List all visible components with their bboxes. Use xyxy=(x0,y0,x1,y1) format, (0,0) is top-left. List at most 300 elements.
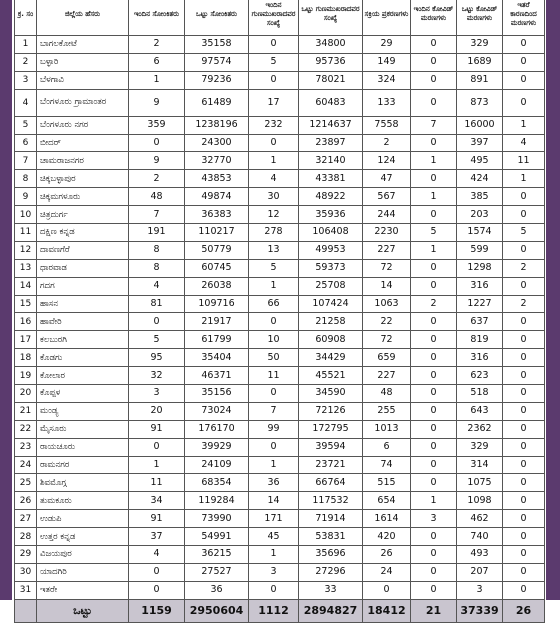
cell-total-recovered: 45521 xyxy=(299,367,363,385)
table-row xyxy=(15,331,545,349)
cell-district: ರಾಯಚೂರು xyxy=(37,438,129,456)
cell-today-deaths: 0 xyxy=(411,581,457,599)
cell-total-recovered: 27296 xyxy=(299,563,363,581)
header-district: ಜಿಲ್ಲೆಯ ಹೆಸರು xyxy=(37,0,129,36)
cell-active: 7558 xyxy=(363,116,411,134)
table-row xyxy=(15,528,545,546)
cell-today-cases: 20 xyxy=(129,402,185,420)
cell-today-cases: 6 xyxy=(129,53,185,71)
cell-today-recovered: 1 xyxy=(249,152,299,170)
cell-today-deaths: 0 xyxy=(411,528,457,546)
header-other-deaths: ಇತರೆ ಕಾರಣದಿಂದ ಮರಣಗಳು xyxy=(503,0,545,36)
cell-today-deaths: 0 xyxy=(411,71,457,89)
cell-today-cases: 9 xyxy=(129,152,185,170)
cell-total-cases: 21917 xyxy=(185,313,249,331)
cell-other-deaths: 0 xyxy=(503,89,545,116)
header-active-cases: ಸಕ್ರಿಯ ಪ್ರಕರಣಗಳು xyxy=(363,0,411,36)
cell-active: 227 xyxy=(363,367,411,385)
header-today-deaths: ಇಂದಿನ ಕೋವಿಡ್ ಮರಣಗಳು xyxy=(411,0,457,36)
cell-total-deaths: 495 xyxy=(457,152,503,170)
cell-today-recovered: 232 xyxy=(249,116,299,134)
cell-total-recovered: 107424 xyxy=(299,295,363,313)
cell-today-deaths: 1 xyxy=(411,241,457,259)
cell-today-deaths: 0 xyxy=(411,546,457,564)
cell-serial: 17 xyxy=(15,331,37,349)
cell-other-deaths: 0 xyxy=(503,402,545,420)
table-row xyxy=(15,53,545,71)
cell-today-recovered: 3 xyxy=(249,563,299,581)
cell-total-cases: 24300 xyxy=(185,134,249,152)
cell-today-cases: 1 xyxy=(129,71,185,89)
cell-total-recovered: 1214637 xyxy=(299,116,363,134)
cell-other-deaths: 0 xyxy=(503,563,545,581)
cell-today-cases: 0 xyxy=(129,563,185,581)
cell-serial: 29 xyxy=(15,546,37,564)
cell-today-deaths: 0 xyxy=(411,89,457,116)
cell-serial: 5 xyxy=(15,116,37,134)
cell-today-cases: 4 xyxy=(129,277,185,295)
cell-other-deaths: 0 xyxy=(503,510,545,528)
cell-today-recovered: 10 xyxy=(249,331,299,349)
cell-total-recovered: 48922 xyxy=(299,188,363,206)
cell-serial: 11 xyxy=(15,224,37,242)
cell-district: ಕೊಪ್ಪಳ xyxy=(37,385,129,403)
cell-total-deaths: 873 xyxy=(457,89,503,116)
cell-today-recovered: 99 xyxy=(249,420,299,438)
cell-today-recovered: 1 xyxy=(249,456,299,474)
cell-total-recovered: 66764 xyxy=(299,474,363,492)
header-today-cases: ಇಂದಿನ ಸೋಂಕಿತರು xyxy=(129,0,185,36)
cell-today-recovered: 1 xyxy=(249,277,299,295)
cell-today-cases: 2 xyxy=(129,36,185,54)
cell-total-deaths: 1075 xyxy=(457,474,503,492)
cell-active: 47 xyxy=(363,170,411,188)
cell-active: 72 xyxy=(363,331,411,349)
total-cases: 2950604 xyxy=(185,599,249,622)
cell-today-deaths: 0 xyxy=(411,259,457,277)
header-today-recovered: ಇಂದಿನ ಗುಣಮುಖರಾದವರ ಸಂಖ್ಯೆ xyxy=(249,0,299,36)
cell-total-cases: 61489 xyxy=(185,89,249,116)
table-row xyxy=(15,510,545,528)
table-row xyxy=(15,224,545,242)
cell-total-recovered: 25708 xyxy=(299,277,363,295)
cell-district: ಬೀದರ್ xyxy=(37,134,129,152)
cell-district: ಧಾರವಾಡ xyxy=(37,259,129,277)
total-today-cases: 1159 xyxy=(129,599,185,622)
cell-active: 227 xyxy=(363,241,411,259)
cell-serial: 3 xyxy=(15,71,37,89)
cell-serial: 14 xyxy=(15,277,37,295)
cell-total-cases: 97574 xyxy=(185,53,249,71)
cell-other-deaths: 0 xyxy=(503,331,545,349)
cell-other-deaths: 0 xyxy=(503,313,545,331)
total-today-deaths: 21 xyxy=(411,599,457,622)
cell-district: ಬಳ್ಳಾರಿ xyxy=(37,53,129,71)
left-border xyxy=(0,0,12,600)
cell-total-deaths: 1298 xyxy=(457,259,503,277)
cell-other-deaths: 0 xyxy=(503,492,545,510)
cell-today-deaths: 0 xyxy=(411,474,457,492)
cell-active: 2230 xyxy=(363,224,411,242)
cell-total-recovered: 117532 xyxy=(299,492,363,510)
cell-total-cases: 73990 xyxy=(185,510,249,528)
cell-total-deaths: 424 xyxy=(457,170,503,188)
cell-district: ಇತರೇ xyxy=(37,581,129,599)
cell-serial: 25 xyxy=(15,474,37,492)
cell-other-deaths: 0 xyxy=(503,474,545,492)
cell-total-cases: 32770 xyxy=(185,152,249,170)
header-total-recovered: ಒಟ್ಟು ಗುಣಮುಖರಾದವರ ಸಂಖ್ಯೆ xyxy=(299,0,363,36)
cell-total-cases: 36383 xyxy=(185,206,249,224)
cell-active: 26 xyxy=(363,546,411,564)
cell-total-deaths: 819 xyxy=(457,331,503,349)
cell-today-deaths: 0 xyxy=(411,385,457,403)
cell-total-deaths: 740 xyxy=(457,528,503,546)
cell-district: ಚಿತ್ರದುರ್ಗ xyxy=(37,206,129,224)
cell-total-cases: 68354 xyxy=(185,474,249,492)
cell-today-recovered: 14 xyxy=(249,492,299,510)
cell-total-cases: 176170 xyxy=(185,420,249,438)
cell-district: ಮಂಡ್ಯ xyxy=(37,402,129,420)
cell-total-cases: 60745 xyxy=(185,259,249,277)
cell-serial: 8 xyxy=(15,170,37,188)
cell-total-cases: 35404 xyxy=(185,349,249,367)
cell-district: ವಿಜಯಪುರ xyxy=(37,546,129,564)
cell-total-deaths: 1689 xyxy=(457,53,503,71)
cell-total-cases: 24109 xyxy=(185,456,249,474)
cell-total-deaths: 518 xyxy=(457,385,503,403)
cell-total-deaths: 385 xyxy=(457,188,503,206)
total-recovered: 2894827 xyxy=(299,599,363,622)
cell-other-deaths: 0 xyxy=(503,367,545,385)
cell-total-deaths: 16000 xyxy=(457,116,503,134)
cell-active: 72 xyxy=(363,259,411,277)
table-row xyxy=(15,71,545,89)
cell-today-cases: 3 xyxy=(129,385,185,403)
table-row xyxy=(15,456,545,474)
cell-other-deaths: 5 xyxy=(503,224,545,242)
cell-today-cases: 81 xyxy=(129,295,185,313)
cell-active: 567 xyxy=(363,188,411,206)
cell-serial: 16 xyxy=(15,313,37,331)
cell-today-recovered: 0 xyxy=(249,385,299,403)
cell-total-deaths: 637 xyxy=(457,313,503,331)
cell-other-deaths: 0 xyxy=(503,456,545,474)
cell-today-deaths: 0 xyxy=(411,456,457,474)
cell-today-cases: 8 xyxy=(129,259,185,277)
cell-other-deaths: 4 xyxy=(503,134,545,152)
cell-total-recovered: 49953 xyxy=(299,241,363,259)
cell-total-cases: 1238196 xyxy=(185,116,249,134)
table-row xyxy=(15,36,545,54)
cell-today-cases: 359 xyxy=(129,116,185,134)
cell-today-recovered: 0 xyxy=(249,71,299,89)
cell-serial: 7 xyxy=(15,152,37,170)
cell-district: ದಾವಣಗೆರೆ xyxy=(37,241,129,259)
cell-other-deaths: 0 xyxy=(503,36,545,54)
cell-today-recovered: 171 xyxy=(249,510,299,528)
cell-today-deaths: 1 xyxy=(411,152,457,170)
table-row xyxy=(15,170,545,188)
cell-today-cases: 0 xyxy=(129,581,185,599)
cell-other-deaths: 0 xyxy=(503,206,545,224)
cell-active: 1063 xyxy=(363,295,411,313)
cell-total-recovered: 106408 xyxy=(299,224,363,242)
cell-active: 0 xyxy=(363,581,411,599)
cell-total-cases: 73024 xyxy=(185,402,249,420)
cell-today-cases: 0 xyxy=(129,313,185,331)
cell-total-recovered: 32140 xyxy=(299,152,363,170)
cell-total-cases: 35158 xyxy=(185,36,249,54)
cell-today-deaths: 0 xyxy=(411,438,457,456)
cell-today-cases: 0 xyxy=(129,438,185,456)
cell-other-deaths: 0 xyxy=(503,53,545,71)
cell-today-recovered: 0 xyxy=(249,134,299,152)
table-row xyxy=(15,402,545,420)
cell-today-deaths: 0 xyxy=(411,331,457,349)
cell-total-recovered: 21258 xyxy=(299,313,363,331)
cell-today-recovered: 0 xyxy=(249,581,299,599)
cell-active: 74 xyxy=(363,456,411,474)
cell-total-recovered: 53831 xyxy=(299,528,363,546)
cell-district: ಬೆಳಗಾವಿ xyxy=(37,71,129,89)
cell-today-cases: 32 xyxy=(129,367,185,385)
table-row xyxy=(15,563,545,581)
cell-total-deaths: 623 xyxy=(457,367,503,385)
cell-active: 14 xyxy=(363,277,411,295)
cell-serial: 1 xyxy=(15,36,37,54)
cell-other-deaths: 0 xyxy=(503,241,545,259)
cell-total-deaths: 3 xyxy=(457,581,503,599)
cell-today-deaths: 0 xyxy=(411,367,457,385)
cell-other-deaths: 2 xyxy=(503,259,545,277)
cell-total-recovered: 60908 xyxy=(299,331,363,349)
cell-today-recovered: 4 xyxy=(249,170,299,188)
cell-active: 124 xyxy=(363,152,411,170)
cell-today-deaths: 2 xyxy=(411,295,457,313)
cell-total-cases: 26038 xyxy=(185,277,249,295)
table-row xyxy=(15,349,545,367)
cell-active: 22 xyxy=(363,313,411,331)
cell-district: ಬಾಗಲಕೋಟೆ xyxy=(37,36,129,54)
cell-today-recovered: 0 xyxy=(249,438,299,456)
cell-active: 1013 xyxy=(363,420,411,438)
cell-total-deaths: 1227 xyxy=(457,295,503,313)
cell-today-cases: 9 xyxy=(129,89,185,116)
table-row xyxy=(15,89,545,116)
cell-serial: 15 xyxy=(15,295,37,313)
cell-total-recovered: 95736 xyxy=(299,53,363,71)
cell-active: 659 xyxy=(363,349,411,367)
cell-total-deaths: 203 xyxy=(457,206,503,224)
cell-total-recovered: 23897 xyxy=(299,134,363,152)
cell-other-deaths: 0 xyxy=(503,188,545,206)
cell-total-recovered: 60483 xyxy=(299,89,363,116)
cell-total-deaths: 1098 xyxy=(457,492,503,510)
cell-serial: 13 xyxy=(15,259,37,277)
cell-today-recovered: 30 xyxy=(249,188,299,206)
total-today-recovered: 1112 xyxy=(249,599,299,622)
cell-total-deaths: 1574 xyxy=(457,224,503,242)
total-active: 18412 xyxy=(363,599,411,622)
cell-total-cases: 54991 xyxy=(185,528,249,546)
cell-serial: 20 xyxy=(15,385,37,403)
cell-district: ಗದಗ xyxy=(37,277,129,295)
district-covid-table xyxy=(14,0,545,623)
total-row xyxy=(15,599,545,622)
cell-other-deaths: 2 xyxy=(503,295,545,313)
cell-district: ಹಾಸನ xyxy=(37,295,129,313)
cell-total-cases: 27527 xyxy=(185,563,249,581)
cell-serial: 24 xyxy=(15,456,37,474)
cell-other-deaths: 0 xyxy=(503,420,545,438)
cell-active: 420 xyxy=(363,528,411,546)
header-row xyxy=(15,0,545,36)
cell-total-cases: 49874 xyxy=(185,188,249,206)
table-row xyxy=(15,492,545,510)
cell-today-cases: 37 xyxy=(129,528,185,546)
cell-active: 654 xyxy=(363,492,411,510)
cell-district: ಶಿವಮೊಗ್ಗ xyxy=(37,474,129,492)
cell-serial: 27 xyxy=(15,510,37,528)
cell-today-cases: 4 xyxy=(129,546,185,564)
cell-total-deaths: 316 xyxy=(457,349,503,367)
cell-today-deaths: 0 xyxy=(411,36,457,54)
table-row xyxy=(15,277,545,295)
cell-serial: 18 xyxy=(15,349,37,367)
cell-serial: 28 xyxy=(15,528,37,546)
cell-today-deaths: 5 xyxy=(411,224,457,242)
cell-total-recovered: 72126 xyxy=(299,402,363,420)
cell-today-cases: 34 xyxy=(129,492,185,510)
cell-total-cases: 79236 xyxy=(185,71,249,89)
table-row xyxy=(15,295,545,313)
cell-active: 515 xyxy=(363,474,411,492)
cell-serial: 21 xyxy=(15,402,37,420)
cell-total-recovered: 34800 xyxy=(299,36,363,54)
cell-district: ಉಡುಪಿ xyxy=(37,510,129,528)
cell-today-deaths: 0 xyxy=(411,170,457,188)
cell-total-deaths: 2362 xyxy=(457,420,503,438)
cell-active: 2 xyxy=(363,134,411,152)
cell-total-recovered: 34429 xyxy=(299,349,363,367)
table-row xyxy=(15,134,545,152)
cell-today-recovered: 17 xyxy=(249,89,299,116)
cell-other-deaths: 0 xyxy=(503,349,545,367)
cell-total-recovered: 34590 xyxy=(299,385,363,403)
cell-total-recovered: 172795 xyxy=(299,420,363,438)
cell-district: ಬೆಂಗಳೂರು ನಗರ xyxy=(37,116,129,134)
cell-today-cases: 191 xyxy=(129,224,185,242)
cell-district: ಉತ್ತರ ಕನ್ನಡ xyxy=(37,528,129,546)
cell-district: ಕಲಬುರಗಿ xyxy=(37,331,129,349)
cell-serial: 6 xyxy=(15,134,37,152)
cell-today-deaths: 0 xyxy=(411,277,457,295)
cell-today-deaths: 0 xyxy=(411,402,457,420)
cell-district: ಹಾವೇರಿ xyxy=(37,313,129,331)
cell-district: ಚಿಕ್ಕಮಗಳೂರು xyxy=(37,188,129,206)
cell-district: ಬೆಂಗಳೂರು ಗ್ರಾಮಾಂತರ xyxy=(37,89,129,116)
cell-other-deaths: 0 xyxy=(503,71,545,89)
cell-district: ಚಿಕ್ಕಬಳ್ಳಾಪುರ xyxy=(37,170,129,188)
cell-total-cases: 36215 xyxy=(185,546,249,564)
cell-other-deaths: 0 xyxy=(503,528,545,546)
cell-today-deaths: 1 xyxy=(411,188,457,206)
cell-today-cases: 48 xyxy=(129,188,185,206)
cell-today-recovered: 50 xyxy=(249,349,299,367)
cell-today-deaths: 0 xyxy=(411,563,457,581)
cell-today-recovered: 5 xyxy=(249,53,299,71)
cell-total-cases: 46371 xyxy=(185,367,249,385)
cell-district: ಕೊಡಗು xyxy=(37,349,129,367)
cell-today-cases: 0 xyxy=(129,134,185,152)
cell-other-deaths: 0 xyxy=(503,277,545,295)
cell-total-deaths: 599 xyxy=(457,241,503,259)
cell-total-recovered: 33 xyxy=(299,581,363,599)
cell-serial: 26 xyxy=(15,492,37,510)
cell-serial: 12 xyxy=(15,241,37,259)
cell-today-recovered: 1 xyxy=(249,546,299,564)
cell-total-deaths: 643 xyxy=(457,402,503,420)
cell-other-deaths: 0 xyxy=(503,438,545,456)
cell-today-deaths: 0 xyxy=(411,206,457,224)
table-row xyxy=(15,188,545,206)
cell-today-deaths: 0 xyxy=(411,349,457,367)
cell-today-recovered: 45 xyxy=(249,528,299,546)
cell-total-recovered: 23721 xyxy=(299,456,363,474)
cell-district: ರಾಮನಗರ xyxy=(37,456,129,474)
cell-today-cases: 8 xyxy=(129,241,185,259)
cell-active: 244 xyxy=(363,206,411,224)
cell-total-deaths: 397 xyxy=(457,134,503,152)
cell-total-deaths: 207 xyxy=(457,563,503,581)
cell-active: 24 xyxy=(363,563,411,581)
cell-total-deaths: 329 xyxy=(457,438,503,456)
cell-total-recovered: 59373 xyxy=(299,259,363,277)
cell-today-deaths: 7 xyxy=(411,116,457,134)
cell-today-recovered: 66 xyxy=(249,295,299,313)
cell-total-cases: 109716 xyxy=(185,295,249,313)
cell-active: 48 xyxy=(363,385,411,403)
table-row xyxy=(15,438,545,456)
cell-serial: 9 xyxy=(15,188,37,206)
cell-today-deaths: 0 xyxy=(411,134,457,152)
cell-today-cases: 7 xyxy=(129,206,185,224)
table-row xyxy=(15,367,545,385)
cell-active: 6 xyxy=(363,438,411,456)
cell-today-recovered: 278 xyxy=(249,224,299,242)
cell-today-recovered: 36 xyxy=(249,474,299,492)
cell-today-deaths: 0 xyxy=(411,313,457,331)
table-row xyxy=(15,152,545,170)
cell-today-cases: 11 xyxy=(129,474,185,492)
cell-today-recovered: 11 xyxy=(249,367,299,385)
cell-active: 29 xyxy=(363,36,411,54)
cell-today-recovered: 0 xyxy=(249,313,299,331)
cell-total-recovered: 39594 xyxy=(299,438,363,456)
cell-today-deaths: 0 xyxy=(411,420,457,438)
cell-total-deaths: 314 xyxy=(457,456,503,474)
table-row xyxy=(15,206,545,224)
cell-serial: 19 xyxy=(15,367,37,385)
cell-active: 1614 xyxy=(363,510,411,528)
cell-today-recovered: 12 xyxy=(249,206,299,224)
cell-today-recovered: 13 xyxy=(249,241,299,259)
cell-total-recovered: 71914 xyxy=(299,510,363,528)
cell-total-recovered: 35936 xyxy=(299,206,363,224)
cell-total-cases: 110217 xyxy=(185,224,249,242)
cell-total-deaths: 493 xyxy=(457,546,503,564)
